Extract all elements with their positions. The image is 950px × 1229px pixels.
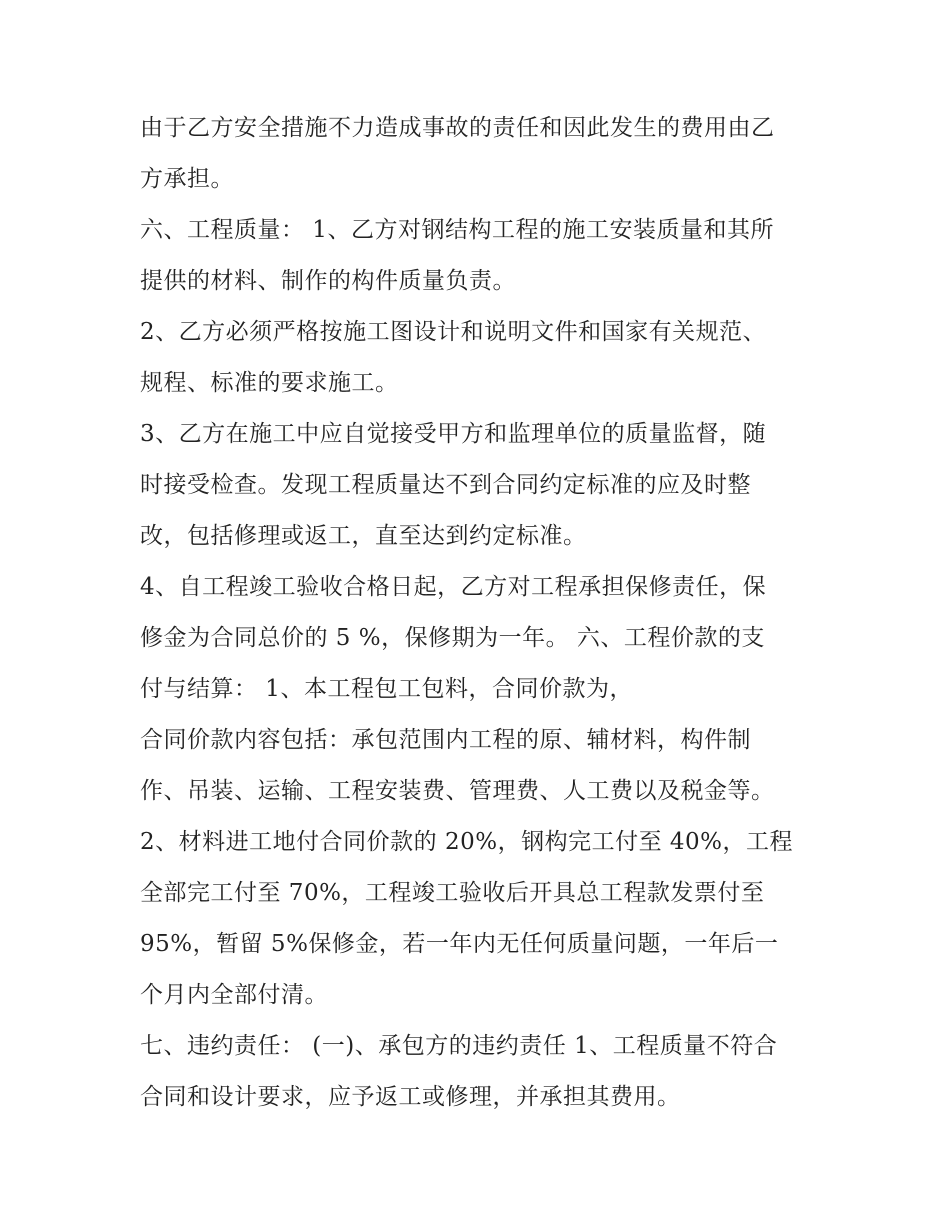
text-line: 作、吊装、运输、工程安装费、管理费、人工费以及税金等。 — [140, 778, 775, 804]
text-line: 修金为合同总价的 5 %，保修期为一年。 六、工程价款的支 — [140, 625, 765, 651]
text-line: 时接受检查。发现工程质量达不到合同约定标准的应及时整 — [140, 472, 751, 498]
body-text — [140, 103, 820, 1123]
text-line: 六、工程质量： 1、乙方对钢结构工程的施工安装质量和其所 — [140, 217, 774, 243]
text-line: 七、违约责任： (一)、承包方的违约责任 1、工程质量不符合 — [140, 1033, 778, 1059]
text-line: 改，包括修理或返工，直至达到约定标准。 — [140, 523, 587, 549]
text-line: 由于乙方安全措施不力造成事故的责任和因此发生的费用由乙 — [140, 115, 775, 141]
text-line: 方承担。 — [140, 166, 234, 192]
text-line: 3、乙方在施工中应自觉接受甲方和监理单位的质量监督，随 — [140, 421, 767, 447]
text-line: 付与结算： 1、本工程包工包料，合同价款为， — [140, 676, 633, 702]
text-line: 合同价款内容包括：承包范围内工程的原、辅材料，构件制 — [140, 727, 751, 753]
text-line: 提供的材料、制作的构件质量负责。 — [140, 268, 516, 294]
text-line: 2、乙方必须严格按施工图设计和说明文件和国家有关规范、 — [140, 319, 767, 345]
text-line: 全部完工付至 70%，工程竣工验收后开具总工程款发票付至 — [140, 880, 765, 906]
text-line: 个月内全部付清。 — [140, 982, 328, 1008]
text-line: 95%，暂留 5%保修金，若一年内无任何质量问题，一年后一 — [140, 931, 779, 957]
text-line: 2、材料进工地付合同价款的 20%，钢构完工付至 40%，工程 — [140, 829, 793, 855]
text-line: 规程、标准的要求施工。 — [140, 370, 399, 396]
text-line: 4、自工程竣工验收合格日起，乙方对工程承担保修责任，保 — [140, 574, 767, 600]
text-line: 合同和设计要求，应予返工或修理，并承担其费用。 — [140, 1084, 681, 1110]
